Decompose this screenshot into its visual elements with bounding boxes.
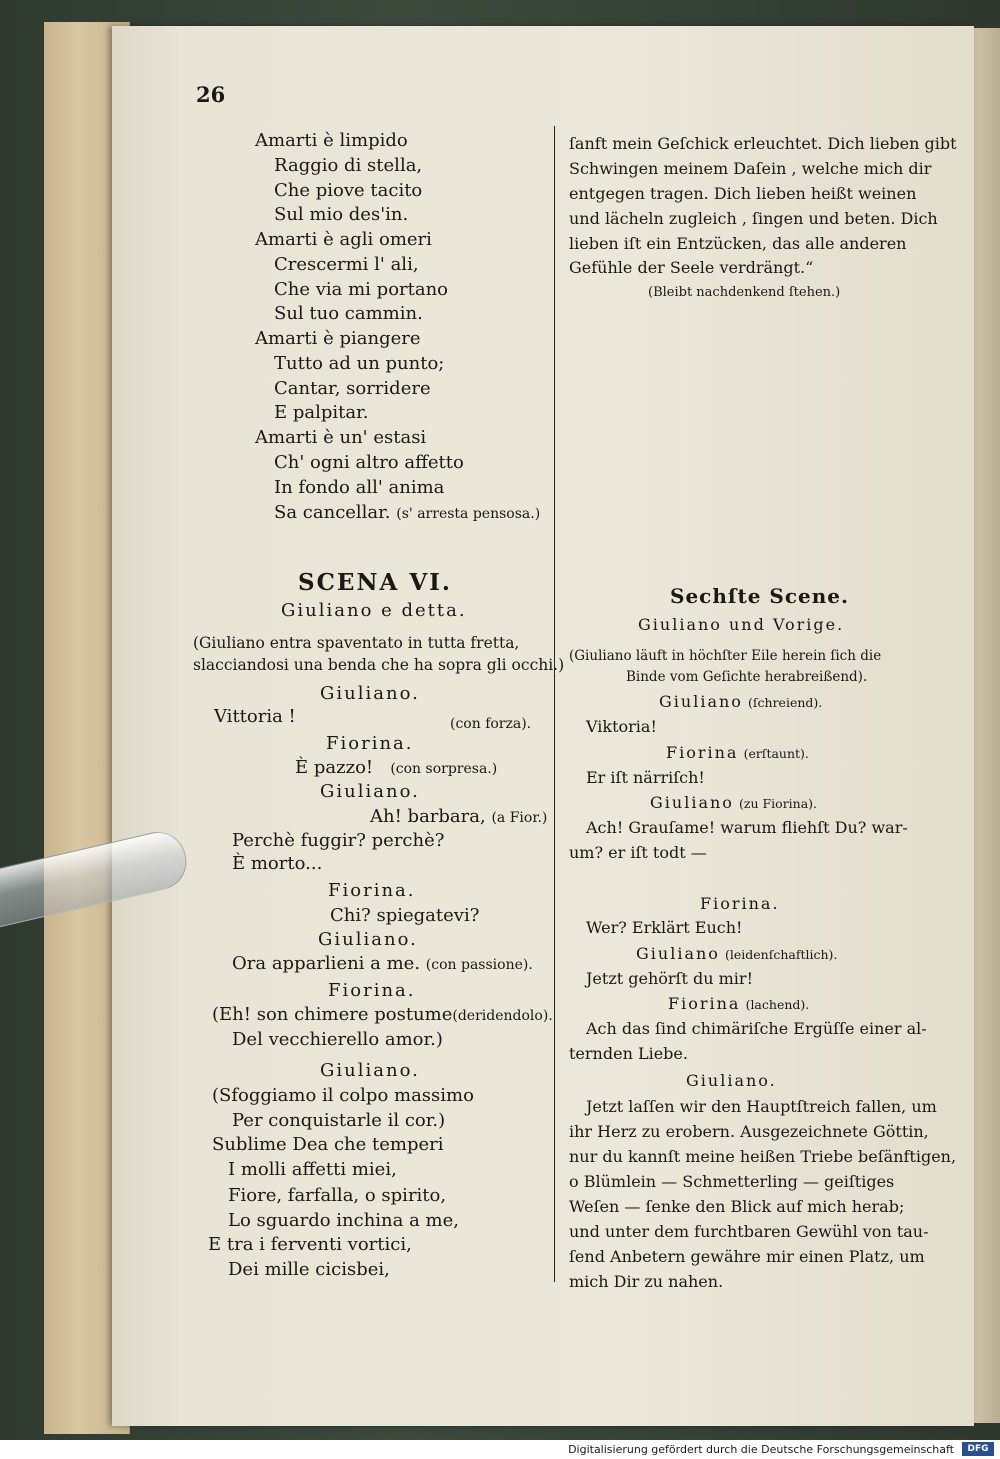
speaker: Fiorina	[666, 743, 739, 762]
dialogue-line: Er iſt närriſch!	[586, 768, 705, 787]
speaker: Giuliano.	[320, 781, 420, 802]
dialogue-line: Viktoria!	[586, 717, 657, 736]
dialogue-line: ihr Herz zu erobern. Ausgezeichnete Göttin,	[569, 1122, 929, 1141]
verse-line: Sul mio des'in.	[274, 204, 409, 225]
speaker: Fiorina.	[328, 980, 416, 1001]
verse-line	[274, 502, 540, 525]
verse-line: Che via mi portano	[274, 279, 449, 300]
dialogue-line	[232, 953, 533, 976]
verse-line: Amarti è agli omeri	[255, 229, 432, 250]
speaker: Fiorina.	[326, 733, 414, 754]
dialogue-line: um? er iſt todt —	[569, 843, 707, 862]
scene-characters: Giuliano e detta.	[281, 600, 467, 621]
stage-direction: (con forza).	[450, 716, 532, 732]
digitization-credit: Digitalisierung gefördert durch die Deutsche Forschungsgemeinschaft	[568, 1443, 954, 1456]
dialogue-line: Perchè fuggir? perchè?	[232, 830, 445, 851]
dialogue-line	[659, 691, 822, 714]
verse-line: Che piove tacito	[274, 180, 423, 201]
speaker: Giuliano.	[318, 929, 418, 950]
stage-direction: (Bleibt nachdenkend ſtehen.)	[648, 285, 841, 300]
stage-direction: (erſtaunt).	[743, 746, 809, 761]
dialogue-line: mich Dir zu nahen.	[569, 1272, 724, 1291]
dialogue-line: Del vecchierello amor.)	[232, 1029, 443, 1050]
verse-line: Sul tuo cammin.	[274, 303, 423, 324]
speaker: Fiorina.	[700, 894, 780, 913]
stage-direction: (con sorpresa.)	[390, 761, 498, 777]
stage-direction: (zu Fiorina).	[739, 796, 818, 811]
speaker: Giuliano	[636, 944, 720, 963]
dialogue-line: Weſen — ſenke den Blick auf mich herab;	[569, 1197, 905, 1216]
speaker: Giuliano	[650, 793, 734, 812]
dialogue-line: (Sfoggiamo il colpo massimo	[212, 1085, 474, 1106]
dialogue-line: ſend Anbetern gewähre mir einen Platz, um	[569, 1247, 925, 1266]
column-divider	[554, 126, 555, 1282]
verse-line: Crescermi l' ali,	[274, 254, 419, 275]
prose-line: Gefühle der Seele verdrängt.“	[569, 258, 814, 277]
verse-line: Amarti è un' estasi	[255, 427, 427, 448]
dialogue-text: Ora apparlieni a me.	[232, 953, 421, 974]
prose-line: Schwingen meinem Daſein , welche mich dir	[569, 159, 932, 178]
dialogue-line: Ach! Grauſame! warum fliehſt Du? war-	[586, 818, 908, 837]
dialogue-line	[666, 742, 809, 765]
dialogue-line	[650, 792, 817, 815]
speaker: Giuliano.	[320, 1060, 420, 1081]
verse-line: E palpitar.	[274, 402, 369, 423]
dialogue-line: o Blümlein — Schmetterling — geiſtiges	[569, 1172, 895, 1191]
stage-direction: (Giuliano entra spaventato in tutta fretta,	[193, 634, 520, 652]
dialogue-line: nur du kannſt meine heißen Triebe beſänftigen,	[569, 1147, 957, 1166]
speaker: Fiorina	[668, 994, 741, 1013]
dialogue-line	[295, 757, 497, 780]
prose-line: und lächeln zugleich , ſingen und beten. Dich	[569, 209, 938, 228]
dialogue-line: Dei mille cicisbei,	[228, 1259, 390, 1280]
dialogue-text: È pazzo!	[295, 757, 374, 778]
stage-direction: (con passione).	[425, 957, 533, 973]
dialogue-line: Jetzt gehörſt du mir!	[586, 969, 753, 988]
stage-direction: (s' arresta pensosa.)	[396, 506, 541, 522]
scene-title: Sechſte Scene.	[670, 584, 849, 608]
dialogue-line: Jetzt laſſen wir den Hauptſtreich fallen, um	[586, 1097, 937, 1116]
dialogue-line: und unter dem furchtbaren Gewühl von tau-	[569, 1222, 929, 1241]
dialogue-line: Chi? spiegatevi?	[330, 905, 480, 926]
dialogue-line: I molli affetti miei,	[228, 1159, 397, 1180]
dialogue-line: Vittoria !	[214, 706, 296, 727]
dialogue-line: Wer? Erklärt Euch!	[586, 918, 743, 937]
dialogue-text: (Eh! son chimere postume	[212, 1004, 453, 1025]
page-number: 26	[196, 82, 226, 107]
dialogue-line: E tra i ferventi vortici,	[208, 1234, 412, 1255]
verse-line: Tutto ad un punto;	[274, 353, 445, 374]
dialogue-text: Ah! barbara,	[370, 806, 486, 827]
verse-line: Ch' ogni altro affetto	[274, 452, 464, 473]
stage-direction: (leidenſchaftlich).	[725, 947, 838, 962]
dialogue-line	[668, 993, 809, 1016]
dfg-logo: DFG	[962, 1442, 994, 1456]
stage-direction: (deridendolo).	[452, 1008, 553, 1024]
dialogue-line: Sublime Dea che temperi	[212, 1134, 444, 1155]
speaker: Giuliano.	[686, 1071, 777, 1090]
prose-line: ſanft mein Geſchick erleuchtet. Dich lieben gibt	[569, 134, 957, 153]
verse-line: Amarti è piangere	[255, 328, 421, 349]
dialogue-line: Fiore, farfalla, o spirito,	[228, 1185, 447, 1206]
speaker: Fiorina.	[328, 880, 416, 901]
dialogue-line: Lo sguardo inchina a me,	[228, 1210, 460, 1231]
dialogue-line: Per conquistarle il cor.)	[232, 1110, 446, 1131]
dialogue-line: È morto...	[232, 853, 323, 874]
verse-line: Raggio di stella,	[274, 155, 423, 176]
verse-line: Amarti è limpido	[255, 130, 408, 151]
verse-line: In fondo all' anima	[274, 477, 445, 498]
stage-direction: (a Fior.)	[491, 810, 548, 826]
stage-direction: (lachend).	[745, 997, 810, 1012]
stage-direction: (Giuliano läuft in höchſter Eile herein ſich die	[569, 648, 882, 664]
stage-direction: slacciandosi una benda che ha sopra gli occhi.)	[193, 656, 565, 674]
scene-title: SCENA VI.	[298, 569, 452, 596]
stage-direction: Binde vom Geſichte herabreißend).	[626, 669, 868, 685]
dialogue-line	[370, 806, 547, 829]
scene-characters: Giuliano und Vorige.	[638, 615, 845, 634]
speaker: Giuliano	[659, 692, 743, 711]
dialogue-line	[212, 1004, 553, 1027]
verse-text: Sa cancellar.	[274, 502, 391, 523]
prose-line: lieben iſt ein Entzücken, das alle anderen	[569, 234, 907, 253]
speaker: Giuliano.	[320, 683, 420, 704]
dialogue-line: Ach das ſind chimäriſche Ergüſſe einer al-	[586, 1019, 927, 1038]
stage-direction: (ſchreiend).	[748, 695, 823, 710]
prose-line: entgegen tragen. Dich lieben heißt weinen	[569, 184, 917, 203]
dialogue-line: ternden Liebe.	[569, 1044, 688, 1063]
verse-line: Cantar, sorridere	[274, 378, 431, 399]
dialogue-line	[636, 943, 837, 966]
